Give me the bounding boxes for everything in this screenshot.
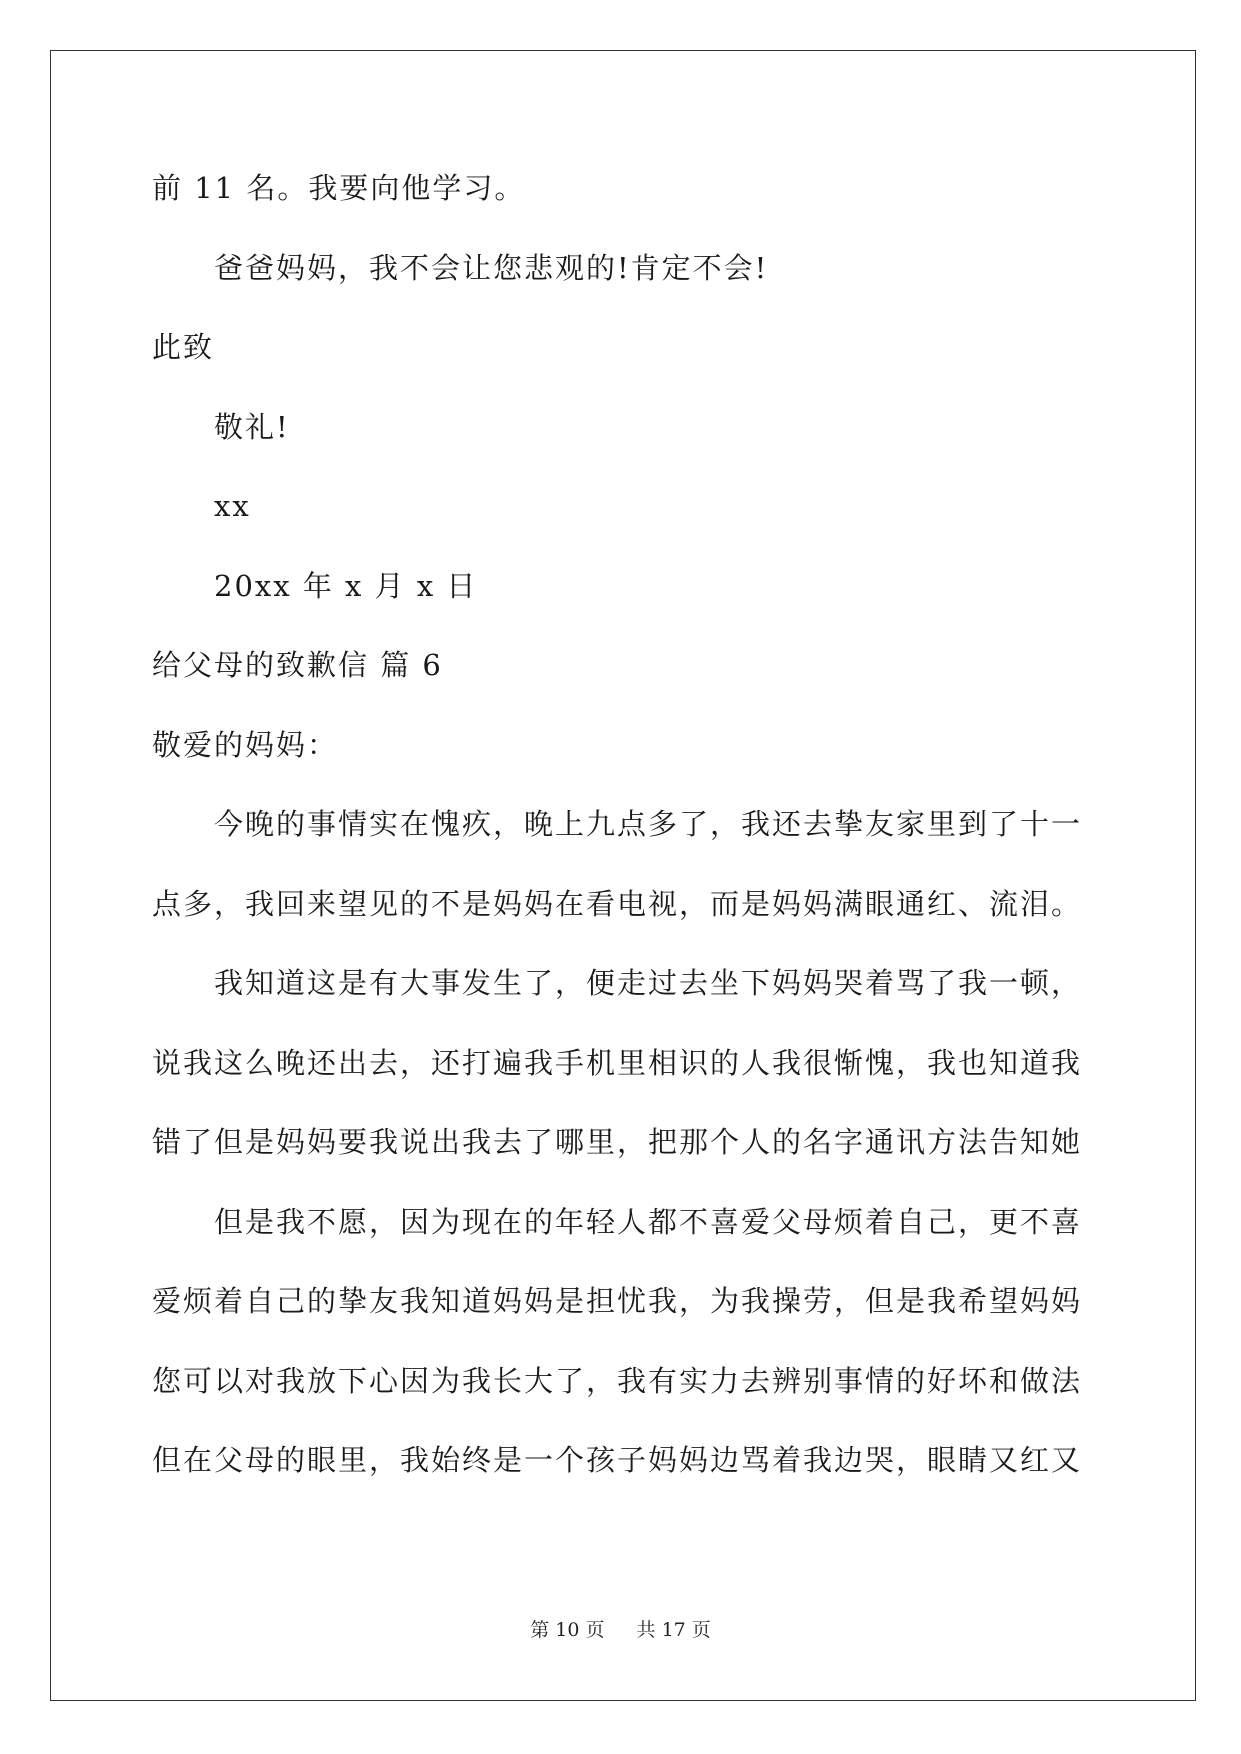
section-heading: 给父母的致歉信 篇 6 [152,648,443,682]
text-line-17: 但在父母的眼里，我始终是一个孩子妈妈边骂着我边哭，眼睛又红又 [152,1443,1083,1477]
text-line-11: 我知道这是有大事发生了，便走过去坐下妈妈哭着骂了我一顿， [214,966,1083,1000]
text-line-15: 爱烦着自己的挚友我知道妈妈是担忧我，为我操劳，但是我希望妈妈 [152,1284,1083,1318]
text-line-12: 说我这么晚还出去，还打遍我手机里相识的人我很惭愧，我也知道我 [152,1046,1083,1080]
regards-line: 敬礼! [214,410,290,444]
date-line: 20xx 年 x 月 x 日 [214,569,478,603]
page-footer [0,1617,1241,1643]
text-line-10: 点多，我回来望见的不是妈妈在看电视，而是妈妈满眼通红、流泪。 [152,887,1083,921]
signature-line: xx [214,489,251,523]
page-number-current: 第 10 页 [530,1619,605,1641]
text-line-1: 前 11 名。我要向他学习。 [152,171,526,205]
text-line-16: 您可以对我放下心因为我长大了，我有实力去辨别事情的好坏和做法 [152,1364,1083,1398]
page-number-total: 共 17 页 [636,1619,711,1641]
greeting-line: 敬爱的妈妈： [152,728,339,762]
text-line-2: 爸爸妈妈，我不会让您悲观的!肯定不会! [214,251,769,285]
text-line-13: 错了但是妈妈要我说出我去了哪里，把那个人的名字通讯方法告知她 [152,1125,1083,1159]
salutation-closing: 此致 [152,330,215,364]
text-line-9: 今晚的事情实在愧疚，晚上九点多了，我还去挚友家里到了十一 [214,807,1083,841]
text-line-14: 但是我不愿，因为现在的年轻人都不喜爱父母烦着自己，更不喜 [214,1205,1083,1239]
